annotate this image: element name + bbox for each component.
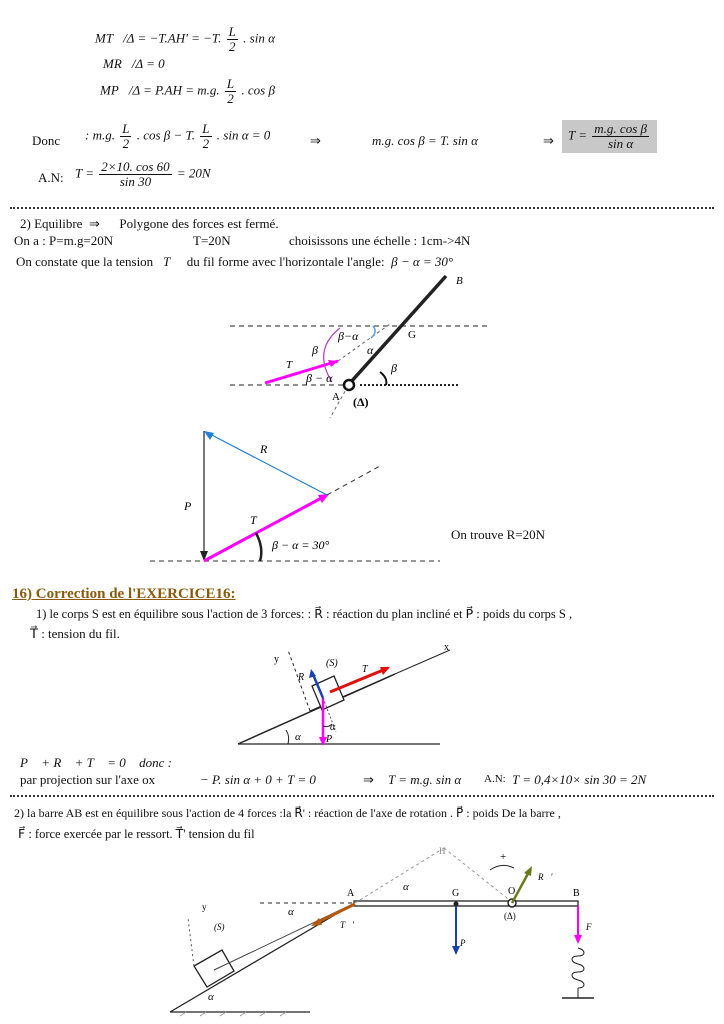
part-2-line2: F⃗ : force exercée par le ressort. T⃗' tension du fil	[18, 827, 255, 841]
section-16-line1: 1) le corps S est en équilibre sous l'action de 3 forces: : R⃗ : réaction du plan incliné et P⃗ : poids du corps S ,	[36, 607, 573, 621]
label-T: T⃗	[286, 359, 301, 371]
tension-arrowhead	[328, 360, 338, 367]
moment-R-equation: MR⃗/Δ = 0	[103, 56, 165, 71]
force-sum: P⃗ + R⃗ + T⃗ = 0⃗ donc :	[20, 755, 172, 770]
part-2-line1: 2) la barre AB est en équilibre sous l'action de 4 forces :la R⃗' : réaction de l'axe de rotation . P⃗ : poids De la barre ,	[14, 806, 561, 820]
section-16-title: 16) Correction de l'EXERCICE16:	[12, 586, 236, 602]
equilibre-line: 2) Equilibre ⇒ Polygone des forces est fermé.	[20, 216, 279, 231]
point-G	[454, 902, 459, 907]
projection-arrow: ⇒	[363, 772, 374, 787]
label-T-polygon: T⃗	[250, 513, 267, 527]
label-G: G	[408, 329, 416, 341]
tension-numeric: T = 0,4×10× sin 30 = 2N	[512, 772, 647, 787]
label-T-prime: T⃗'	[340, 920, 354, 930]
label-beta-1: β	[312, 343, 318, 357]
bar-spring-figure	[150, 840, 620, 1020]
label-delta-2: (Δ)	[504, 911, 516, 921]
label-P: P⃗	[184, 499, 201, 513]
an-label: A.N:	[38, 170, 64, 185]
label-angle-30: β − α = 30°	[272, 538, 330, 552]
label-S-2: (S)	[214, 922, 225, 932]
alpha-arc	[371, 326, 375, 338]
section-16-line2: T⃗ : tension du fil.	[30, 626, 120, 641]
intermediate-equation: m.g. cos β = T. sin α	[372, 133, 478, 148]
projection-equation: − P. sin α + 0 + T = 0	[200, 772, 316, 787]
tension-value: T=20N	[193, 233, 231, 248]
bar-AB-2	[354, 901, 578, 906]
numeric-application: T = $\frac{2\times 10. \cos 60}{\sin 30}$ = 20N	[75, 159, 211, 189]
label-beta-alpha-top: β−α	[338, 329, 359, 343]
label-A-2: A	[347, 888, 355, 899]
angle-observation-line: On constate que la tension T⃗ du fil forme avec l'horizontale l'angle: β − α = 30°	[16, 254, 454, 269]
label-plus: +	[500, 851, 507, 863]
label-F: F⃗	[586, 922, 599, 932]
tension-S-arrowhead	[380, 667, 390, 675]
angle-arc	[256, 533, 261, 561]
label-y-2: y	[202, 902, 207, 912]
implies-arrow-2: ⇒	[543, 133, 554, 148]
moment-T-equation: MT⃗/Δ = −T.AH' = −T. $\frac{L}{2}$ . sin α	[95, 24, 275, 54]
weight-bar-arrowhead	[452, 946, 460, 955]
implies-arrow-1: ⇒	[310, 133, 321, 148]
result-R: On trouve R=20N	[451, 527, 545, 542]
label-G-2: G	[452, 888, 460, 899]
label-S: (S)	[326, 658, 338, 669]
label-R-prime: R⃗'	[538, 872, 553, 882]
inclined-plane-figure	[230, 640, 470, 750]
reaction-R-prime-arrowhead	[524, 866, 532, 876]
donc-equation: : m.g. $\frac{L}{2}$ . cos β − T. $\frac{L}{2}$ . sin α = 0	[85, 121, 271, 151]
pivot-circle	[344, 380, 354, 390]
tension-result-box: T = $\frac{\text{m.g. cos β}}{\text{sin α}}$	[562, 120, 657, 153]
bar-AB	[350, 276, 446, 383]
tension-dashed-extension	[327, 466, 380, 495]
beta-arc-right	[380, 372, 386, 385]
label-B-2: B	[573, 888, 580, 899]
tension-vector-S	[330, 668, 388, 692]
bar-angle-figure	[220, 270, 500, 420]
label-R-S: R⃗	[298, 672, 312, 683]
rotation-arrow	[490, 865, 514, 870]
projection-label: par projection sur l'axe ox	[20, 772, 156, 787]
tension-formula: T = m.g. sin α	[388, 772, 462, 787]
label-O: O	[508, 886, 516, 897]
label-A: A	[332, 391, 340, 403]
label-x-S: x	[444, 642, 449, 653]
values-line: On a : P=m.g=20N	[14, 233, 114, 248]
dotted-separator-2	[10, 795, 714, 797]
label-beta-alpha-left: β − α	[306, 371, 333, 385]
label-beta-2: β	[391, 361, 397, 375]
label-alpha-S2: α	[330, 722, 336, 733]
label-alpha-incline: α	[208, 991, 214, 1003]
body-S-2	[194, 950, 234, 987]
reaction-arrowhead	[204, 431, 214, 440]
dotted-separator	[10, 207, 714, 209]
construction-line-1	[355, 848, 444, 903]
label-T-S: T⃗	[362, 664, 376, 675]
scale-line: choisissons une échelle : 1cm->4N	[289, 233, 471, 248]
label-P-bar: P⃗	[460, 938, 473, 948]
label-alpha: α	[367, 343, 374, 357]
label-alpha-S1: α	[295, 731, 301, 743]
force-polygon-figure	[140, 420, 460, 570]
label-R: R⃗	[260, 442, 277, 456]
incline-angle-arc	[286, 730, 289, 744]
incline-surface-2	[170, 903, 355, 1012]
label-y-S: y	[274, 654, 279, 665]
label-delta: (Δ)	[353, 395, 369, 409]
spring-force-arrowhead	[574, 935, 582, 944]
y-axis-2	[188, 918, 194, 966]
label-alpha-A: α	[288, 906, 294, 918]
donc-label: Donc	[32, 133, 61, 148]
label-P-S: P⃗	[326, 734, 340, 745]
label-H: H	[439, 846, 446, 856]
an-label-16: A.N:	[484, 773, 506, 785]
spring	[572, 948, 584, 988]
moment-P-equation: MP⃗/Δ = P.AH = m.g. $\frac{L}{2}$ . cos β	[100, 76, 275, 106]
label-B: B	[456, 275, 463, 287]
label-alpha-top: α	[403, 881, 409, 893]
